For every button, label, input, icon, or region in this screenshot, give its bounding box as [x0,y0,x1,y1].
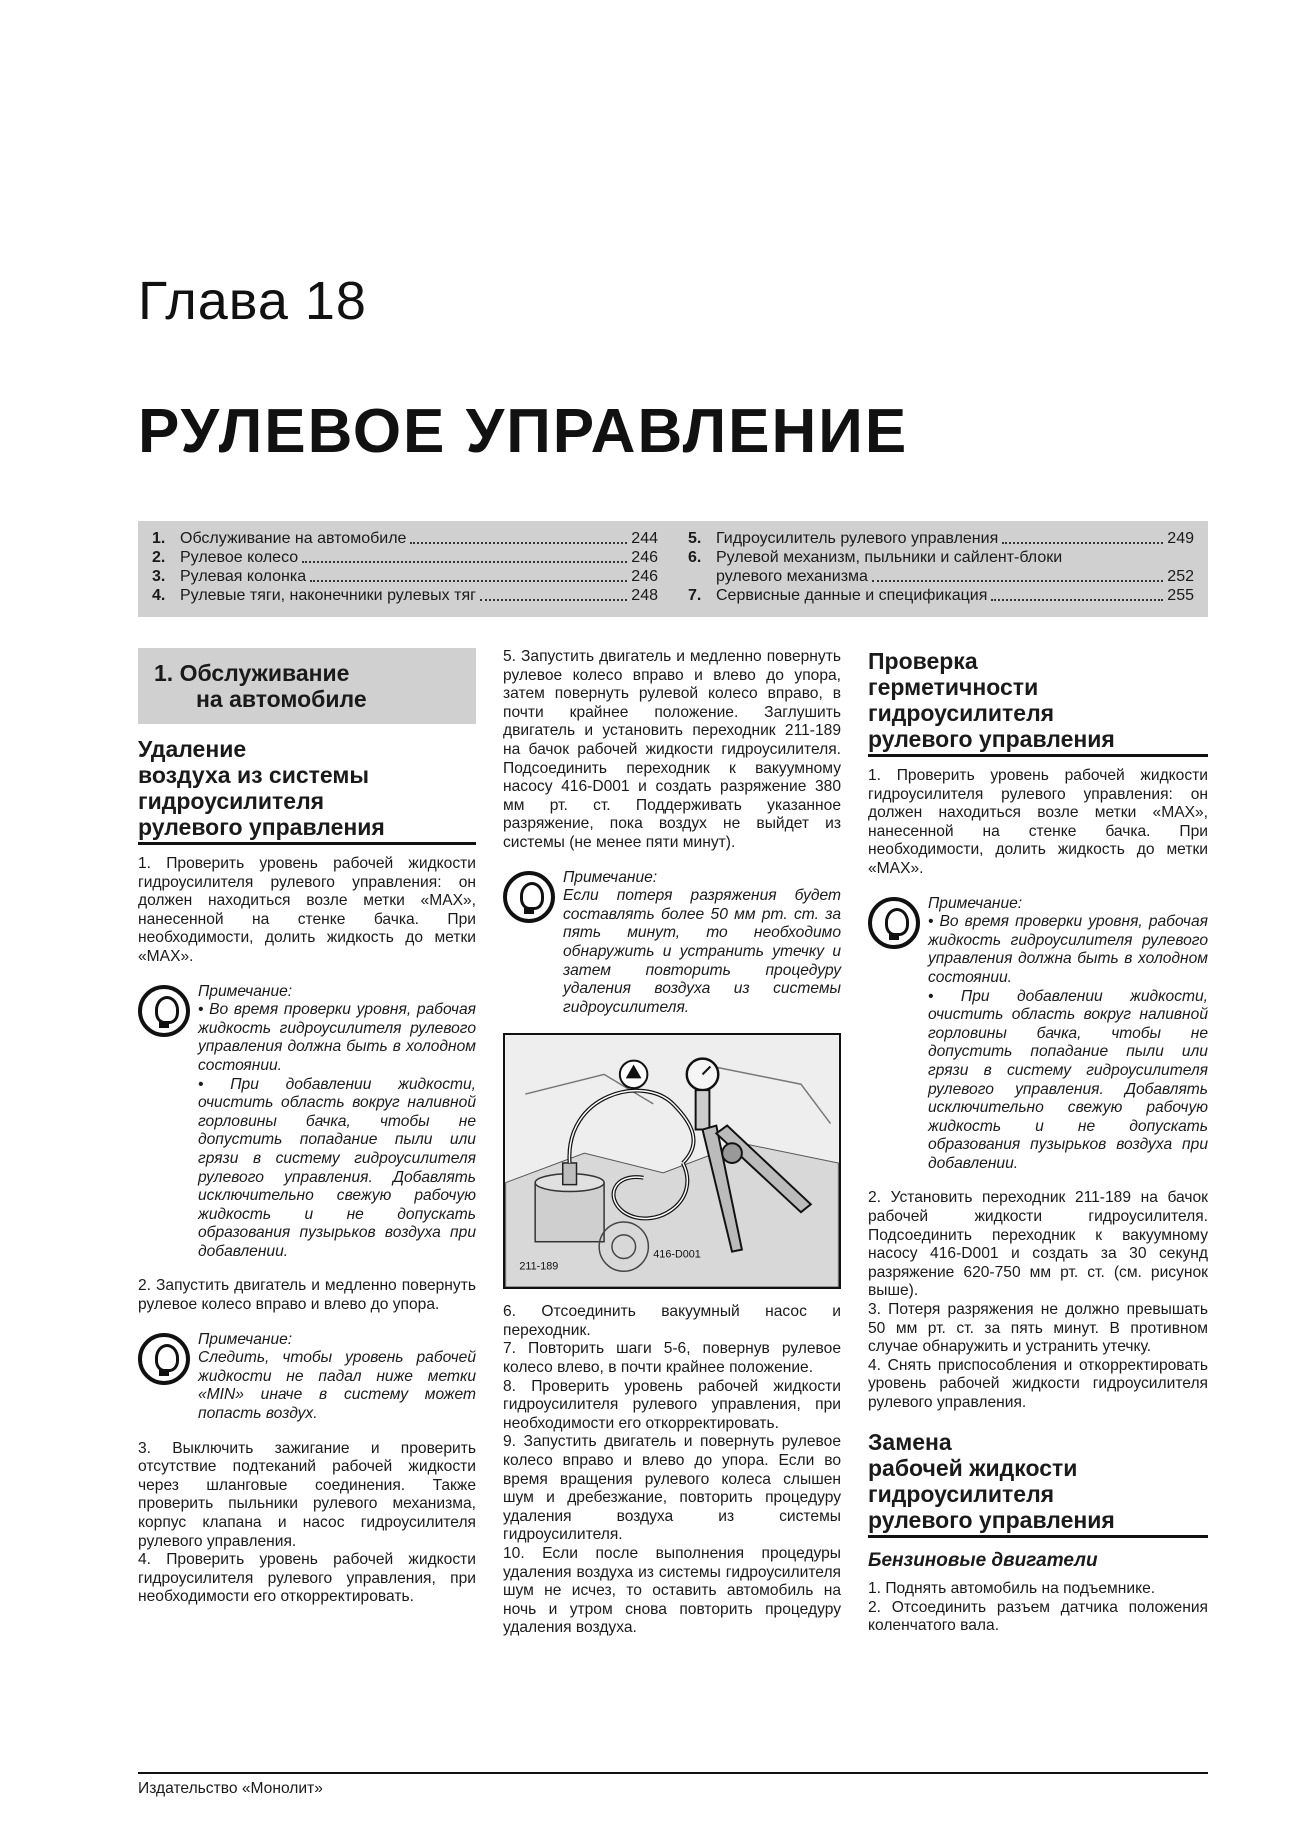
toc-leader [991,599,1163,601]
chapter-title: РУЛЕВОЕ УПРАВЛЕНИЕ [138,397,909,466]
note-block [138,983,476,1262]
figure-label: 211-189 [519,1260,559,1273]
step-paragraph: 1. Проверить уровень рабочей жидкости гидроусилителя рулевого управления: он должен находиться возле метки «MAX», нанесенной на стенке бачка. При необходимости, долить жидкость до метки «MAX». [138,855,476,965]
note-block [868,895,1208,1174]
section-title-line: на автомобиле [196,686,367,712]
section-title-line: 1. Обслуживание [154,660,350,686]
step-paragraph: 2. Отсоединить разъем датчика положения коленчатого вала. [868,1598,1208,1635]
toc-item[interactable] [152,548,658,567]
toc-item[interactable] [152,529,658,548]
toc-item-text: Рулевая колонка [180,568,307,585]
subsection-heading [868,648,1208,757]
toc-item-number: 4. [152,587,166,604]
toc-item-number: 3. [152,568,166,585]
toc-column-left [152,529,658,609]
toc-item-number: 6. [688,549,702,566]
note-body [928,895,1208,1174]
heading-line: Проверка [868,648,978,674]
toc-leader [1002,542,1163,544]
toc-item[interactable] [688,548,1194,567]
toc-item[interactable] [152,567,658,586]
step-paragraph: 3. Потеря разряжения не должно превышать 50 мм рт. ст. за пять минут. В противном случае обнаружить и устранить утечку. [868,1301,1208,1356]
engine-type-heading: Бензиновые двигатели [868,1549,1098,1571]
step-paragraph: 3. Выключить зажигание и проверить отсутствие подтеканий рабочей жидкости через шланговые соединения. Также проверить пыльники рулевого механизма, корпус клапана и насос гидроусилителя рулевого управления. [138,1439,476,1550]
note-body [198,1331,476,1424]
toc-item-page: 249 [1167,530,1194,547]
toc-item-text: Рулевое колесо [180,549,299,566]
toc-item-number: 5. [688,530,702,547]
toc-item-text: Обслуживание на автомобиле [180,530,407,547]
toc-item-text: Гидроусилитель рулевого управления [716,530,999,547]
step-paragraph: 2. Запустить двигатель и медленно повернуть рулевое колесо вправо и влево до упора. [138,1277,476,1314]
toc-item-text: Рулевой механизм, пыльники и сайлент-блоки [716,549,1063,566]
note-title: Примечание: [198,1330,293,1348]
step-paragraph: 5. Запустить двигатель и медленно повернуть рулевое колесо вправо и влево до упора, затем повернуть рулевой колесо вправо, в почти крайнее положение. Заглушить двигатель и установить переходник 211-189 на бачок рабочей жидкости гидроусилителя. Подсоединить переходник к вакуумному насосу 416-D001 и создать разряжение 380 мм рт. ст. Поддерживать указанное разряжение, пока воздух не выйдет из системы (не менее пяти минут). [503,648,841,851]
toc-leader [310,580,627,582]
toc-item-text: Рулевые тяги, наконечники рулевых тяг [180,587,476,604]
note-body [198,983,476,1262]
step-paragraph: 1. Проверить уровень рабочей жидкости гидроусилителя рулевого управления: он должен находиться возле метки «MAX», нанесенной на стенке бачка. При необходимости, долить жидкость до метки «MAX». [868,767,1208,877]
heading-line: Замена [868,1428,952,1455]
section-title-box [138,648,476,724]
note-text: Если потеря разряжения будет составлять более 50 мм рт. ст. за пять минут, то необходимо обнаружить и устранить утечку и затем повторить процедуру удаления воздуха из системы гидроусилителя. [563,887,841,1016]
heading-line: герметичности [868,674,1039,700]
heading-line: рулевого управления [138,814,385,840]
note-text: Следить, чтобы уровень рабочей жидкости не падал ниже метки «MIN» иначе в систему может попасть воздух. [198,1349,476,1423]
spacer [868,1413,1208,1429]
step-paragraph: 8. Проверить уровень рабочей жидкости гидроусилителя рулевого управления, при необходимости его откорректировать. [503,1377,841,1432]
step-paragraph: 9. Запустить двигатель и повернуть рулевое колесо вправо и влево до упора. Если во время вращения рулевого колеса слышен шум и дребезжание, повторить процедуру удаления воздуха из системы гидроусилителя. [503,1433,841,1544]
heading-line: рулевого управления [868,1506,1115,1533]
toc-item[interactable] [688,586,1194,605]
toc-item-page: 246 [631,568,658,585]
publisher-footer: Издательство «Монолит» [138,1780,323,1797]
step-paragraph: 1. Поднять автомобиль на подъемнике. [868,1580,1156,1598]
note-title: Примечание: [563,868,658,886]
toc-item-number: 2. [152,549,166,566]
note-block [138,1331,476,1424]
toc-item-number: 1. [152,530,166,547]
figure-label: 416-D001 [653,1248,701,1261]
toc-item-page: 255 [1167,587,1194,604]
note-body [563,869,841,1018]
note-title: Примечание: [928,894,1023,912]
note-block [503,869,841,1018]
toc-item-page: 252 [1167,568,1194,585]
footer-divider [138,1772,1208,1774]
subsection-heading [138,736,476,845]
toc-item-continuation[interactable] [688,567,1194,586]
toc-leader [302,561,627,563]
heading-line: Удаление [138,736,247,762]
toc-leader [410,542,627,544]
step-paragraph: 4. Снять приспособления и откорректировать уровень рабочей жидкости гидроусилителя рулевого управления. [868,1356,1208,1411]
toc-item-page: 246 [631,549,658,566]
step-paragraph: 4. Проверить уровень рабочей жидкости гидроусилителя рулевого управления, при необходимости его откорректировать. [138,1551,476,1606]
toc-item-text: Сервисные данные и спецификация [716,587,988,604]
subsection-heading [868,1429,1208,1538]
note-text: • Во время проверки уровня, рабочая жидкость гидроусилителя рулевого управления должна быть в холодном состоянии. [928,913,1208,986]
chapter-label: Глава 18 [138,271,367,331]
step-paragraph: 6. Отсоединить вакуумный насос и переходник. [503,1303,841,1339]
note-text: • При добавлении жидкости, очистить область вокруг наливной горловины бачка, чтобы не допустить попадание пыли или грязи в систему гидроусилителя рулевого управления. Добавлять исключительно свежую рабочую жидкость и не допускать образования пузырьков воздуха при добавлении. [928,987,1208,1172]
lightbulb-icon [138,1333,190,1385]
toc-item[interactable] [688,529,1194,548]
heading-line: рабочей жидкости [868,1454,1078,1481]
text-column-2 [503,648,841,1638]
step-paragraph: 10. Если после выполнения процедуры удаления воздуха из системы гидроусилителя шум не исчез, то оставить автомобиль на ночь и утром снова повторить процедуру удаления воздуха. [503,1545,841,1637]
note-title: Примечание: [198,982,293,1000]
toc-column-right [688,529,1194,609]
lightbulb-icon [138,985,190,1037]
lightbulb-icon [503,871,555,923]
toc-item-text: рулевого механизма [716,568,868,585]
toc-item[interactable] [152,586,658,605]
heading-line: воздуха из системы [138,762,370,788]
vacuum-pump-figure [503,1033,841,1289]
text-column-3 [868,648,1208,1636]
heading-line: гидроусилителя [138,788,325,814]
toc-item-number: 7. [688,587,702,604]
heading-line: рулевого управления [868,726,1115,752]
heading-line: гидроусилителя [868,1480,1055,1507]
note-text: • Во время проверки уровня, рабочая жидкость гидроусилителя рулевого управления должна быть в холодном состоянии. [198,1001,476,1074]
step-paragraph: 7. Повторить шаги 5-6, повернув рулевое колесо влево, в почти крайнее положение. [503,1340,841,1377]
toc-leader [872,580,1163,582]
text-column-1 [138,648,476,1607]
lightbulb-icon [868,897,920,949]
toc-item-page: 244 [631,530,658,547]
step-paragraph: 2. Установить переходник 211-189 на бачок рабочей жидкости гидроусилителя. Подсоединить переходник к вакуумному насосу 416-D001 и создать за 30 секунд разряжение 620-750 мм рт. ст. (см. рисунок выше). [868,1189,1208,1300]
toc-item-page: 248 [631,587,658,604]
note-text: • При добавлении жидкости, очистить область вокруг наливной горловины бачка, чтобы не допустить попадание пыли или грязи в систему гидроусилителя рулевого управления. Добавлять исключительно свежую рабочую жидкость и не допускать образования пузырьков воздуха при добавлении. [198,1075,476,1260]
table-of-contents [138,521,1208,617]
heading-line: гидроусилителя [868,700,1055,726]
toc-leader [480,599,627,601]
